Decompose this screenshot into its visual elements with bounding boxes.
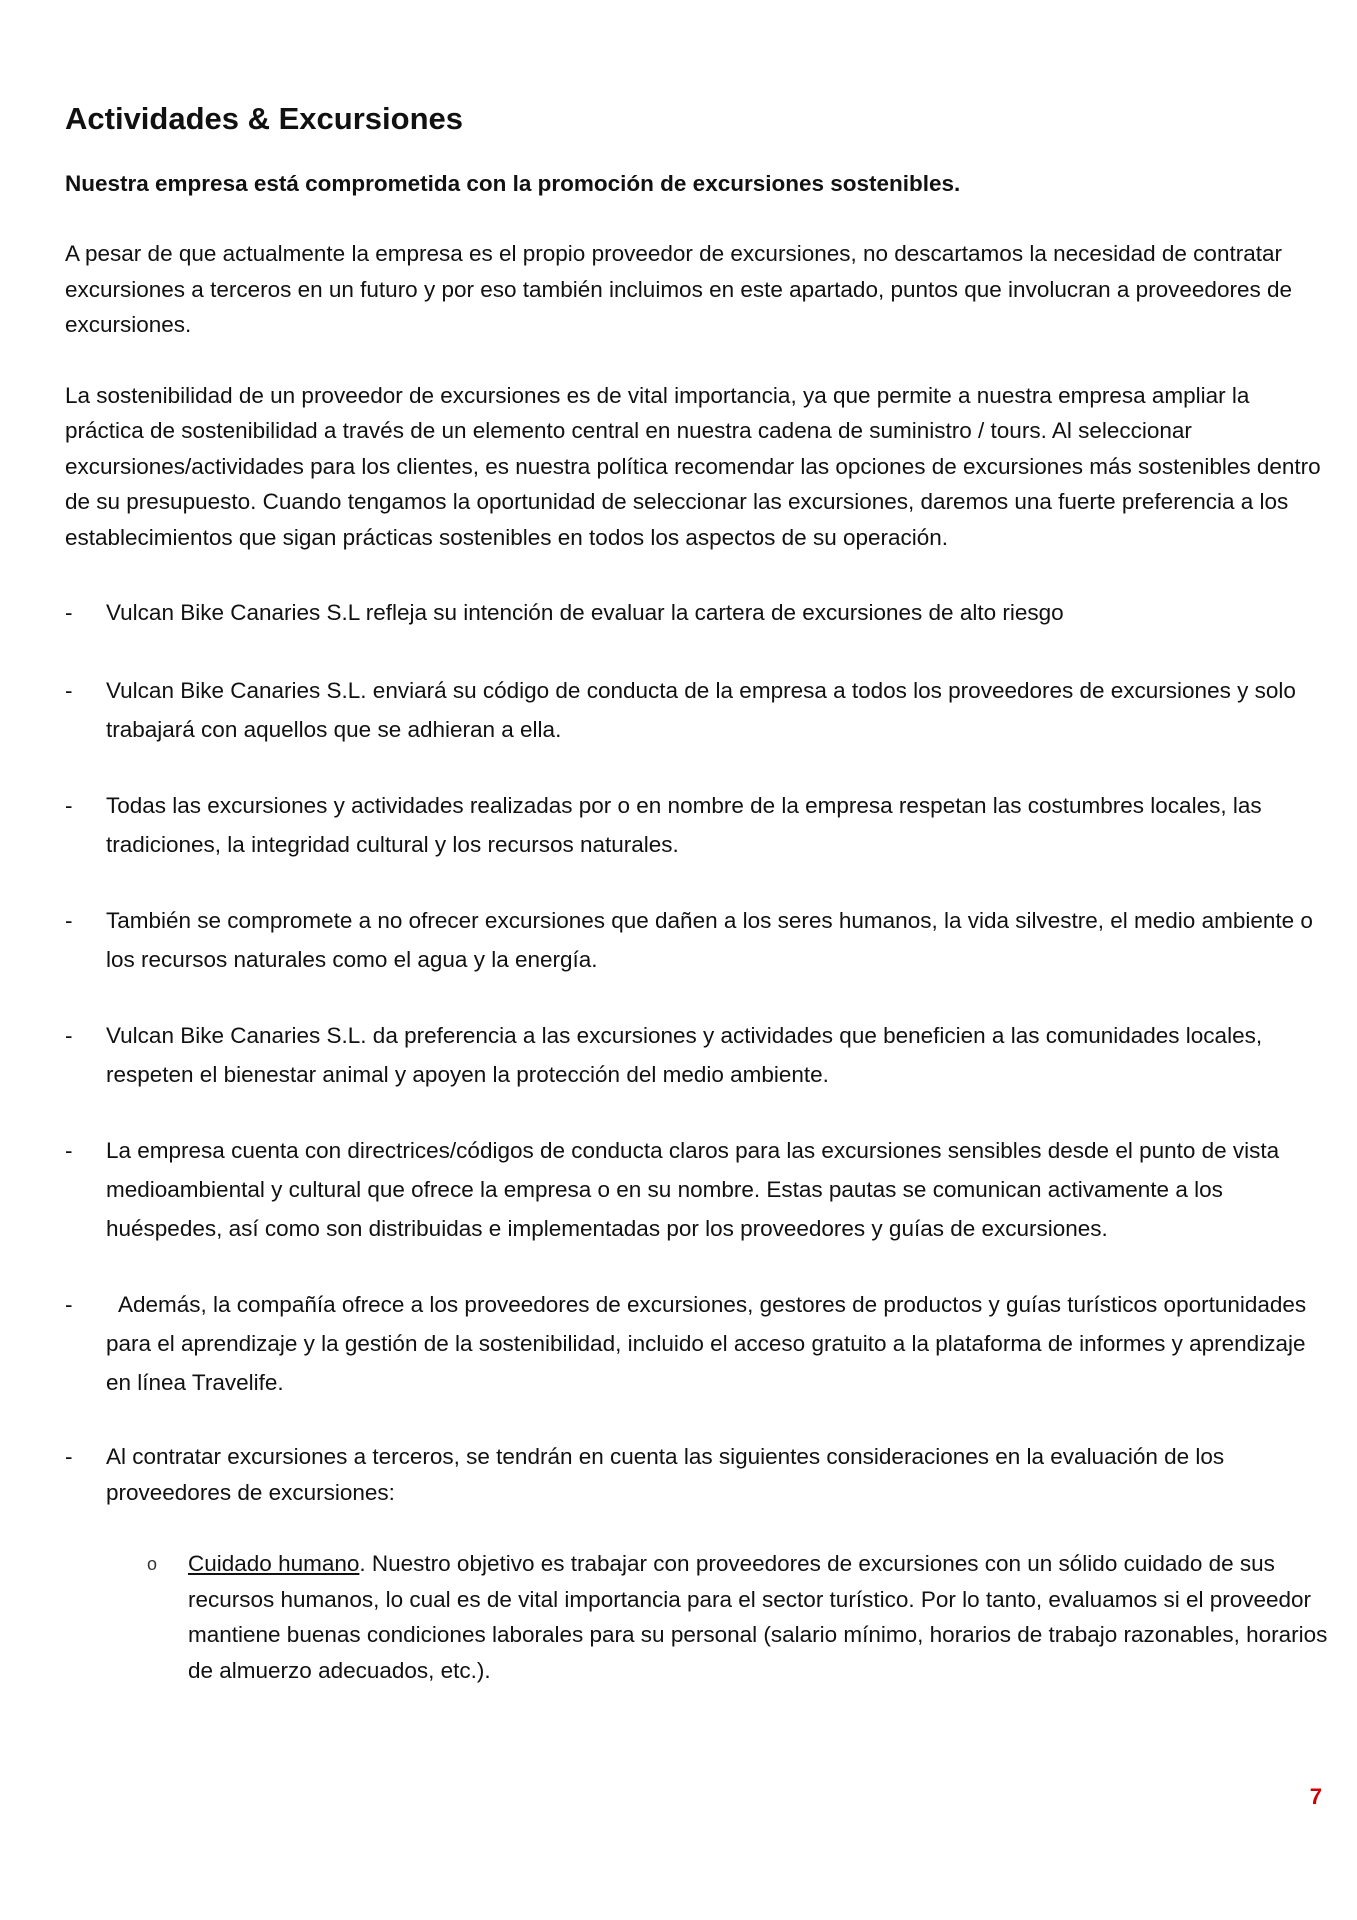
section-subtitle: Nuestra empresa está comprometida con la promoción de excursiones sostenibles. [65, 171, 961, 197]
list-item [65, 1285, 1330, 1402]
dash-marker: - [65, 678, 73, 704]
criterion-term: Cuidado humano [188, 1551, 360, 1577]
sub-list-item [65, 1546, 1330, 1688]
commitments-list [65, 593, 1330, 1510]
list-item-text: Vulcan Bike Canaries S.L. da preferencia a las excursiones y actividades que beneficien a las comunidades locales, respeten el bienestar animal y apoyen la protección del medio ambiente. [106, 1023, 1263, 1088]
list-item-text: La empresa cuenta con directrices/códigos de conducta claros para las excursiones sensibles desde el punto de vista medioambiental y cultural que ofrece la empresa o en su nombre. Estas pautas se comunican activamente a los huéspedes, así como son distribuidas e implementadas por los proveedores y guías de excursiones. [106, 1138, 1280, 1242]
list-item [65, 901, 1330, 979]
page-content [65, 100, 1330, 1688]
dash-marker: - [65, 600, 73, 626]
list-item-text: Al contratar excursiones a terceros, se tendrán en cuenta las siguientes consideraciones en la evaluación de los proveedores de excursiones: [106, 1444, 1225, 1505]
list-item-text: Vulcan Bike Canaries S.L. enviará su código de conducta de la empresa a todos los proveedores de excursiones y solo trabajará con aquellos que se adhieran a ella. [106, 678, 1296, 743]
dash-marker: - [65, 1138, 73, 1164]
dash-marker: - [65, 908, 73, 934]
dash-marker: - [65, 793, 73, 819]
intro-paragraph: A pesar de que actualmente la empresa es el propio proveedor de excursiones, no descartamos la necesidad de contratar excursiones a terceros en un futuro y por eso también incluimos en este apartado, puntos que involucran a proveedores de excursiones. [65, 241, 1292, 338]
list-item [65, 1439, 1330, 1510]
list-item-text: Vulcan Bike Canaries S.L refleja su intención de evaluar la cartera de excursiones de alto riesgo [106, 600, 1064, 626]
evaluation-criteria-list [65, 1546, 1330, 1688]
dash-marker: - [65, 1444, 73, 1470]
list-item [65, 786, 1330, 864]
list-item-text: Todas las excursiones y actividades realizadas por o en nombre de la empresa respetan las costumbres locales, las tradiciones, la integridad cultural y los recursos naturales. [106, 793, 1262, 858]
list-item [65, 1016, 1330, 1094]
page-title: Actividades & Excursiones [65, 101, 463, 136]
list-item-text [106, 1292, 1306, 1395]
circle-marker: o [147, 1554, 158, 1575]
page-number: 7 [1309, 1784, 1322, 1809]
list-item-text-body: Además, la compañía ofrece a los proveedores de excursiones, gestores de productos y guías turísticos oportunidades para el aprendizaje y la gestión de la sostenibilidad, incluido el acceso gratuito a la plataforma de informes y aprendizaje en línea Travelife. [106, 1292, 1307, 1396]
list-item [65, 593, 1330, 632]
list-item [65, 671, 1330, 749]
list-item [65, 1131, 1330, 1248]
list-item-text: También se compromete a no ofrecer excursiones que dañen a los seres humanos, la vida silvestre, el medio ambiente o los recursos naturales como el agua y la energía. [106, 908, 1313, 973]
dash-marker: - [65, 1023, 73, 1049]
criterion-text: . Nuestro objetivo es trabajar con proveedores de excursiones con un sólido cuidado de sus recursos humanos, lo cual es de vital importancia para el sector turístico. Por lo tanto, evaluamos si el proveedor mantiene buenas condiciones laborales para su personal (salario mínimo, horarios de trabajo razonables, horarios de almuerzo adecuados, etc.). [188, 1551, 1328, 1683]
sustainability-paragraph: La sostenibilidad de un proveedor de excursiones es de vital importancia, ya que permite a nuestra empresa ampliar la práctica de sostenibilidad a través de un elemento central en nuestra cadena de suministro / tours. Al seleccionar excursiones/actividades para los clientes, es nuestra política recomendar las opciones de excursiones más sostenibles dentro de su presupuesto. Cuando tengamos la oportunidad de seleccionar las excursiones, daremos una fuerte preferencia a los establecimientos que sigan prácticas sostenibles en todos los aspectos de su operación. [65, 382, 1321, 550]
dash-marker: - [65, 1292, 73, 1318]
